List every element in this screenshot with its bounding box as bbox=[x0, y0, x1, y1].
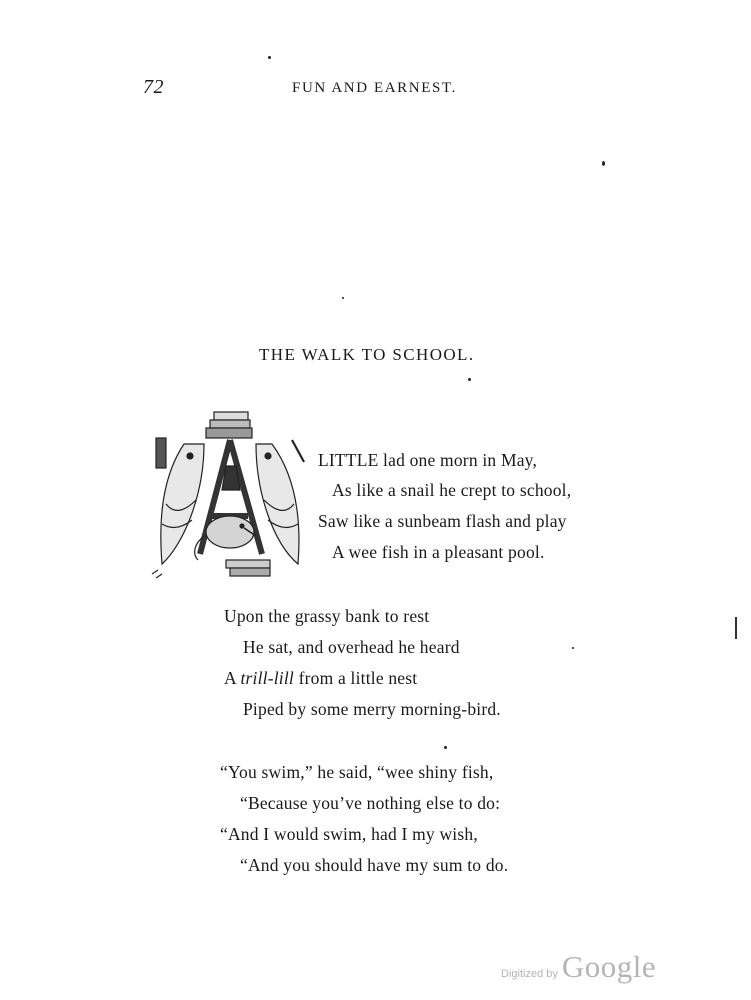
ink-speck bbox=[468, 378, 471, 381]
digitized-by-label: Digitized by bbox=[501, 968, 558, 980]
google-watermark bbox=[501, 949, 656, 985]
line-prefix: A bbox=[224, 668, 241, 688]
italic-word: trill-lill bbox=[240, 668, 294, 688]
page-edge-mark bbox=[735, 617, 737, 639]
poem-line: “Because you’ve nothing else to do: bbox=[240, 793, 501, 813]
poem-title: THE WALK TO SCHOOL. bbox=[259, 345, 475, 364]
poem-line: As like a snail he crept to school, bbox=[332, 480, 572, 500]
poem-line: “And I would swim, had I my wish, bbox=[220, 824, 478, 844]
ink-speck bbox=[342, 297, 344, 299]
page-number: 72 bbox=[143, 76, 164, 98]
poem-line: Saw like a sunbeam flash and play bbox=[318, 511, 567, 531]
google-logo: Google bbox=[561, 949, 657, 984]
poem-line: He sat, and overhead he heard bbox=[243, 637, 460, 657]
poem-line: A wee fish in a pleasant pool. bbox=[332, 542, 545, 562]
poem-line: Piped by some merry morning-bird. bbox=[243, 699, 501, 719]
line-suffix: from a little nest bbox=[294, 668, 418, 688]
ink-speck bbox=[444, 746, 447, 749]
poem-line: LITTLE lad one morn in May, bbox=[318, 450, 538, 470]
ink-speck bbox=[572, 647, 574, 649]
poem-line-italic bbox=[224, 668, 417, 689]
poem-line: Upon the grassy bank to rest bbox=[224, 606, 430, 626]
ink-speck bbox=[268, 56, 271, 59]
ink-speck bbox=[602, 161, 605, 166]
poem-line: “You swim,” he said, “wee shiny fish, bbox=[220, 762, 494, 782]
drop-cap-illustration bbox=[144, 404, 318, 584]
poem-line: “And you should have my sum to do. bbox=[240, 855, 509, 875]
running-head: FUN AND EARNEST. bbox=[292, 80, 457, 96]
